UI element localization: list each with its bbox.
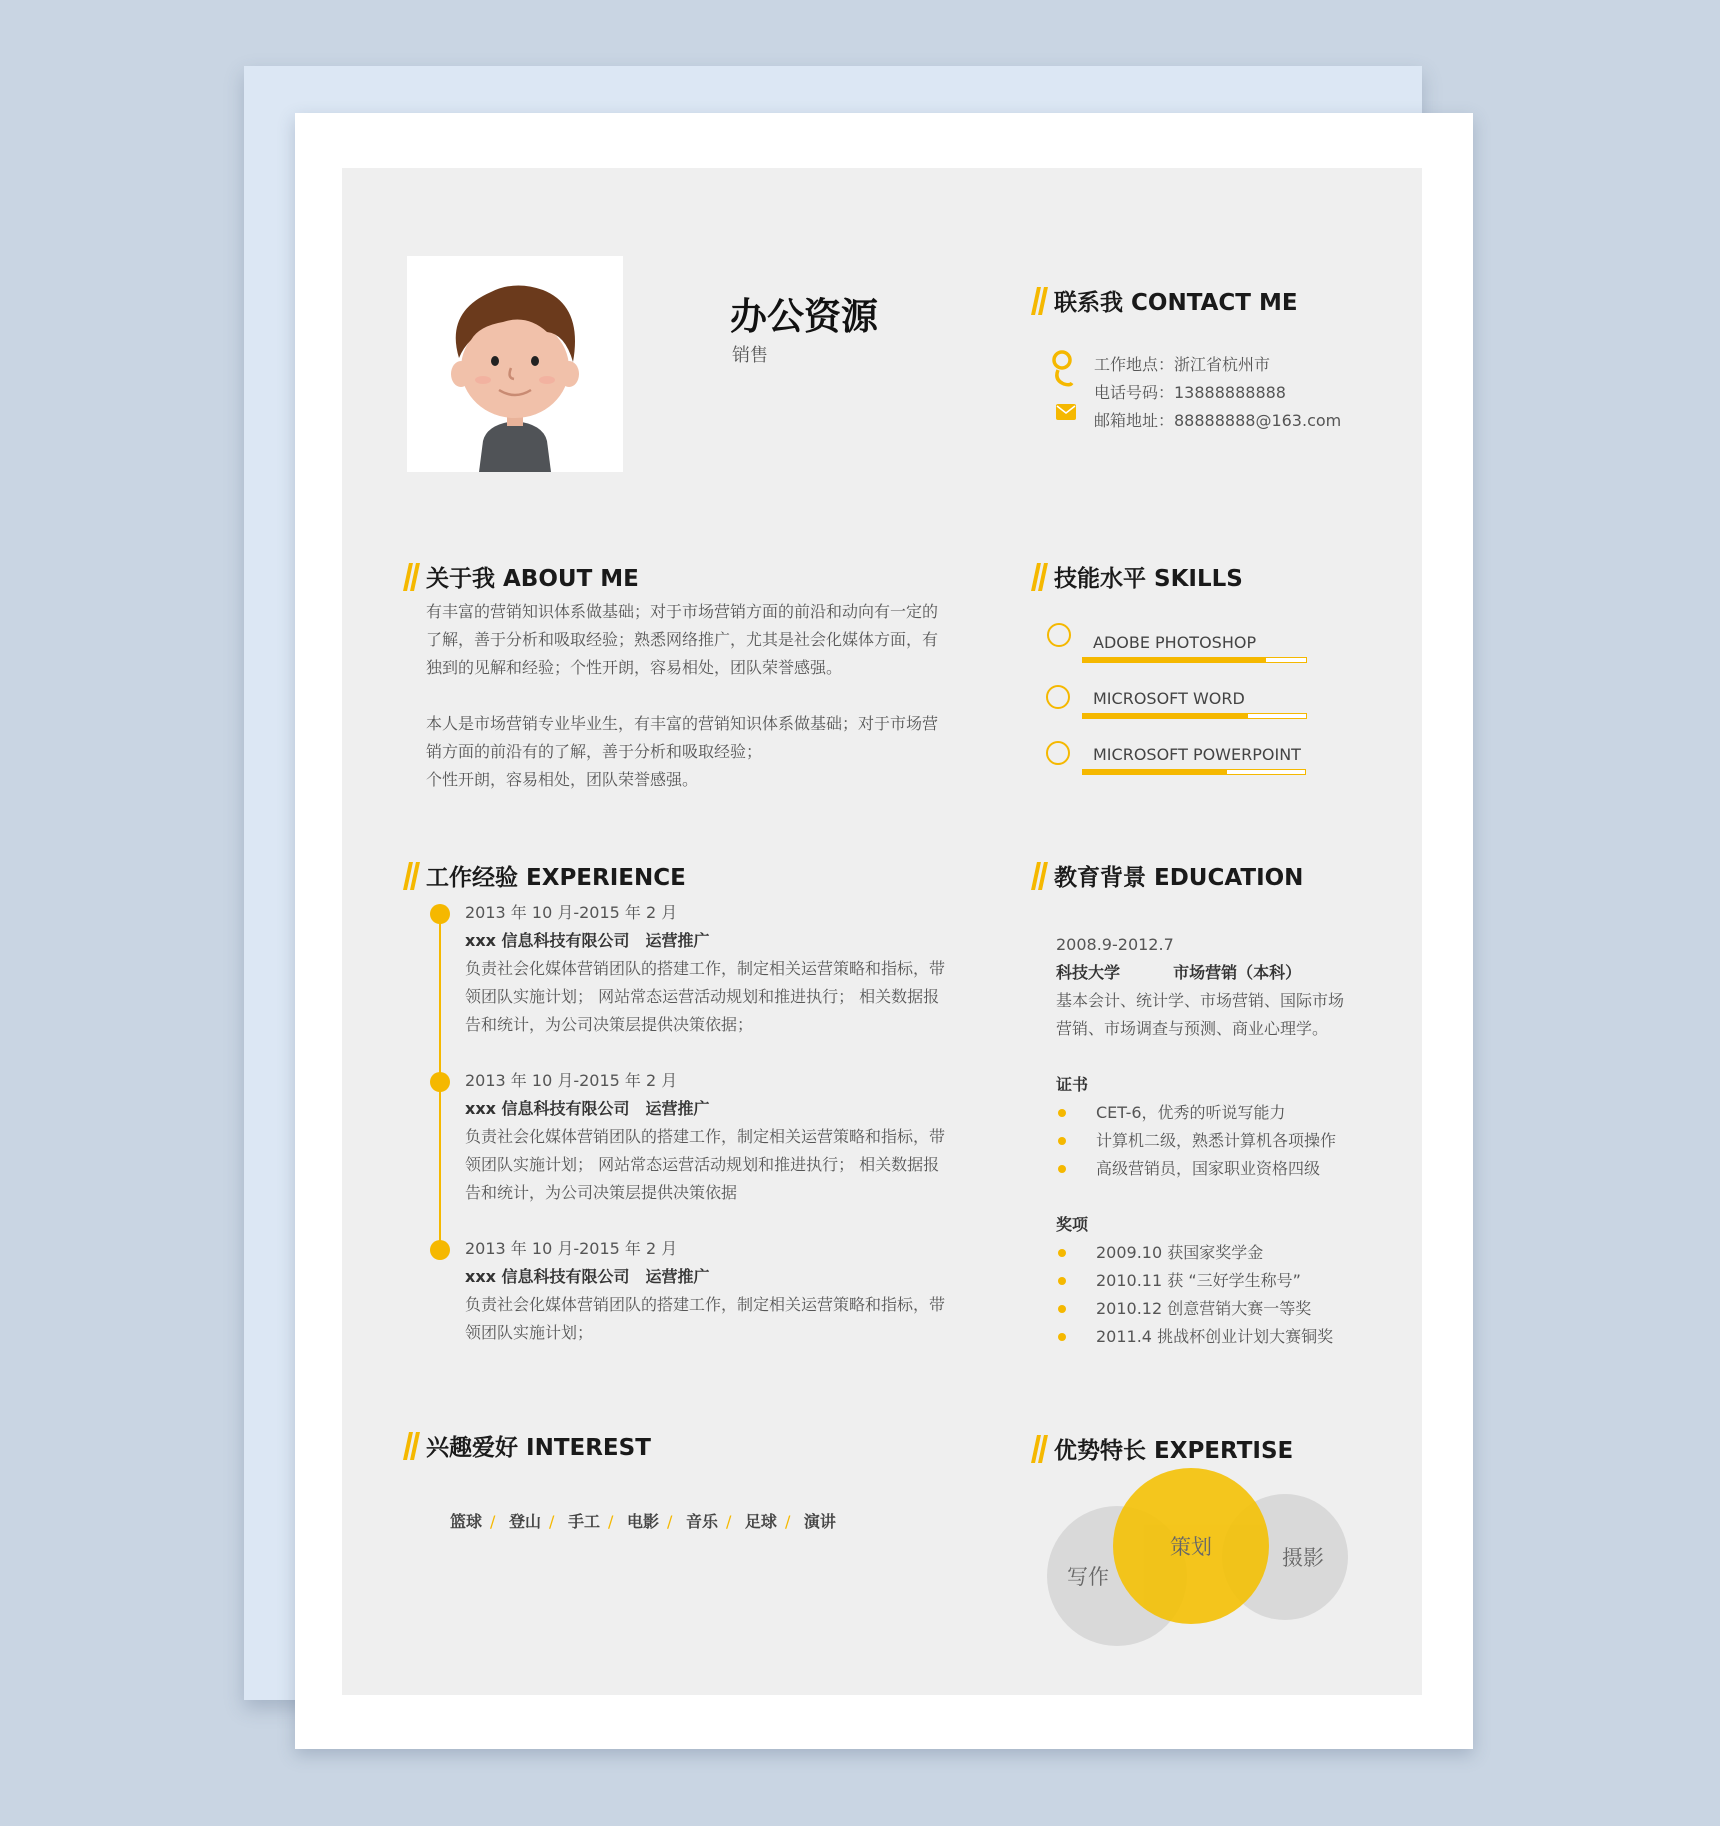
contact-email[interactable]: 邮箱地址：88888888@163.com (1094, 411, 1342, 430)
award-item: 2009.10 获国家奖学金 (1056, 1239, 1333, 1267)
education-block: 2008.9-2012.7 科技大学 市场营销（本科） 基本会计、统计学、市场营销、国际市场 营销、市场调查与预测、商业心理学。 (1056, 931, 1344, 1043)
expertise-circle-right: 摄影 (1222, 1494, 1348, 1620)
bullet-icon (1058, 1137, 1066, 1145)
person-name: 办公资源 (730, 295, 878, 338)
skill-bar (1082, 713, 1307, 719)
contact-location: 工作地点：浙江省杭州市 (1094, 355, 1271, 374)
experience-item: 2013 年 10 月-2015 年 2 月 xxx 信息科技有限公司 运营推广 负责社会化媒体营销团队的搭建工作，制定相关运营策略和指标，带 领团队实施计划； (465, 1235, 945, 1347)
expertise-section-title: 优势特长 EXPERTISE (1032, 1432, 1293, 1465)
skill-bar-fill (1083, 770, 1227, 774)
bullet-icon (1058, 1305, 1066, 1313)
interest-item: 手工 (567, 1512, 600, 1531)
certificates-title: 证书 (1056, 1075, 1089, 1094)
interest-item: 足球 (744, 1512, 777, 1531)
timeline-dot (430, 1072, 450, 1092)
interest-item: 登山 (508, 1512, 541, 1531)
accent-bars-icon (404, 563, 420, 591)
interest-item: 篮球 (450, 1512, 483, 1531)
experience-date: 2013 年 10 月-2015 年 2 月 (465, 903, 678, 922)
email-icon (1056, 404, 1076, 420)
interest-section-title: 兴趣爱好 INTEREST (404, 1429, 651, 1462)
skill-bar (1082, 769, 1306, 775)
bullet-icon (1058, 1333, 1066, 1341)
accent-bars-icon (1032, 563, 1048, 591)
timeline-dot (430, 1240, 450, 1260)
certificate-item: CET-6，优秀的听说写能力 (1056, 1099, 1336, 1127)
avatar (407, 256, 623, 472)
avatar-illustration (407, 256, 623, 472)
certificates-list (1056, 1099, 1336, 1183)
accent-bars-icon (1032, 862, 1048, 890)
award-item: 2010.11 获 “三好学生称号” (1056, 1267, 1333, 1295)
experience-company: xxx 信息科技有限公司 运营推广 (465, 1267, 710, 1286)
bullet-icon (1058, 1249, 1066, 1257)
accent-bars-icon (1032, 287, 1048, 315)
resume-content (342, 168, 1422, 1695)
bullet-icon (1058, 1109, 1066, 1117)
about-paragraph-1: 有丰富的营销知识体系做基础；对于市场营销方面的前沿和动向有一定的 了解，善于分析和吸取经验；熟悉网络推广，尤其是社会化媒体方面，有 独到的见解和经验；个性开朗，容易相处，团队荣誉感强。 (426, 602, 939, 677)
slash-separator: / (725, 1512, 732, 1531)
interest-item: 音乐 (685, 1512, 718, 1531)
expertise-circle-center: 策划 (1113, 1468, 1269, 1624)
skill-ring-icon (1046, 685, 1070, 709)
skills-section-title: 技能水平 SKILLS (1032, 560, 1243, 593)
skill-name: ADOBE PHOTOSHOP (1093, 633, 1257, 652)
award-item: 2011.4 挑战杯创业计划大赛铜奖 (1056, 1323, 1333, 1351)
skill-ring-icon (1046, 741, 1070, 765)
experience-item: 2013 年 10 月-2015 年 2 月 xxx 信息科技有限公司 运营推广 负责社会化媒体营销团队的搭建工作，制定相关运营策略和指标，带 领团队实施计划； 网站常态运营活动规划和推进执行； 相关数据报 告和统计，为公司决策层提供决策依据； (465, 899, 945, 1039)
education-school: 科技大学 (1056, 963, 1121, 982)
education-school-row (1056, 959, 1344, 987)
education-period: 2008.9-2012.7 (1056, 935, 1174, 954)
experience-company: xxx 信息科技有限公司 运营推广 (465, 931, 710, 950)
location-pin-icon (1052, 350, 1076, 392)
education-major: 市场营销（本科） (1173, 963, 1302, 982)
experience-date: 2013 年 10 月-2015 年 2 月 (465, 1071, 678, 1090)
awards-list (1056, 1239, 1333, 1351)
expertise-circle-left: 写作 (1047, 1506, 1187, 1646)
awards-title: 奖项 (1056, 1215, 1089, 1234)
timeline-dot (430, 904, 450, 924)
skill-bar-fill (1083, 714, 1248, 718)
slash-separator: / (549, 1512, 555, 1531)
slash-separator: / (490, 1512, 496, 1531)
skill-bar-fill (1083, 658, 1266, 662)
skill-name: MICROSOFT WORD (1093, 689, 1245, 708)
skill-ring-icon (1047, 623, 1071, 647)
accent-bars-icon (404, 862, 420, 890)
person-role: 销售 (732, 345, 768, 366)
about-paragraph-2: 本人是市场营销专业毕业生，有丰富的营销知识体系做基础；对于市场营 销方面的前沿有的了解，善于分析和吸取经验； 个性开朗，容易相处，团队荣誉感强。 (426, 714, 939, 789)
accent-bars-icon (1032, 1435, 1048, 1463)
skill-name: MICROSOFT POWERPOINT (1093, 745, 1301, 764)
about-section-title: 关于我 ABOUT ME (404, 560, 639, 593)
experience-section-title: 工作经验 EXPERIENCE (404, 859, 686, 892)
interest-item: 演讲 (803, 1512, 836, 1531)
bullet-icon (1058, 1165, 1066, 1173)
experience-item: 2013 年 10 月-2015 年 2 月 xxx 信息科技有限公司 运营推广 负责社会化媒体营销团队的搭建工作，制定相关运营策略和指标，带 领团队实施计划； 网站常态运营活动规划和推进执行； 相关数据报 告和统计，为公司决策层提供决策依据 (465, 1067, 945, 1207)
certificate-item: 计算机二级，熟悉计算机各项操作 (1056, 1127, 1336, 1155)
interest-list (450, 1509, 836, 1532)
certificate-item: 高级营销员，国家职业资格四级 (1056, 1155, 1336, 1183)
slash-separator: / (607, 1512, 614, 1531)
experience-company: xxx 信息科技有限公司 运营推广 (465, 1099, 710, 1118)
skill-bar (1082, 657, 1307, 663)
accent-bars-icon (404, 1432, 420, 1460)
bullet-icon (1058, 1277, 1066, 1285)
contact-phone: 电话号码：13888888888 (1094, 383, 1286, 402)
contact-section-title: 联系我 CONTACT ME (1032, 284, 1298, 317)
slash-separator: / (784, 1512, 791, 1531)
interest-item: 电影 (626, 1512, 659, 1531)
slash-separator: / (666, 1512, 673, 1531)
education-section-title: 教育背景 EDUCATION (1032, 859, 1303, 892)
award-item: 2010.12 创意营销大赛一等奖 (1056, 1295, 1333, 1323)
experience-date: 2013 年 10 月-2015 年 2 月 (465, 1239, 678, 1258)
